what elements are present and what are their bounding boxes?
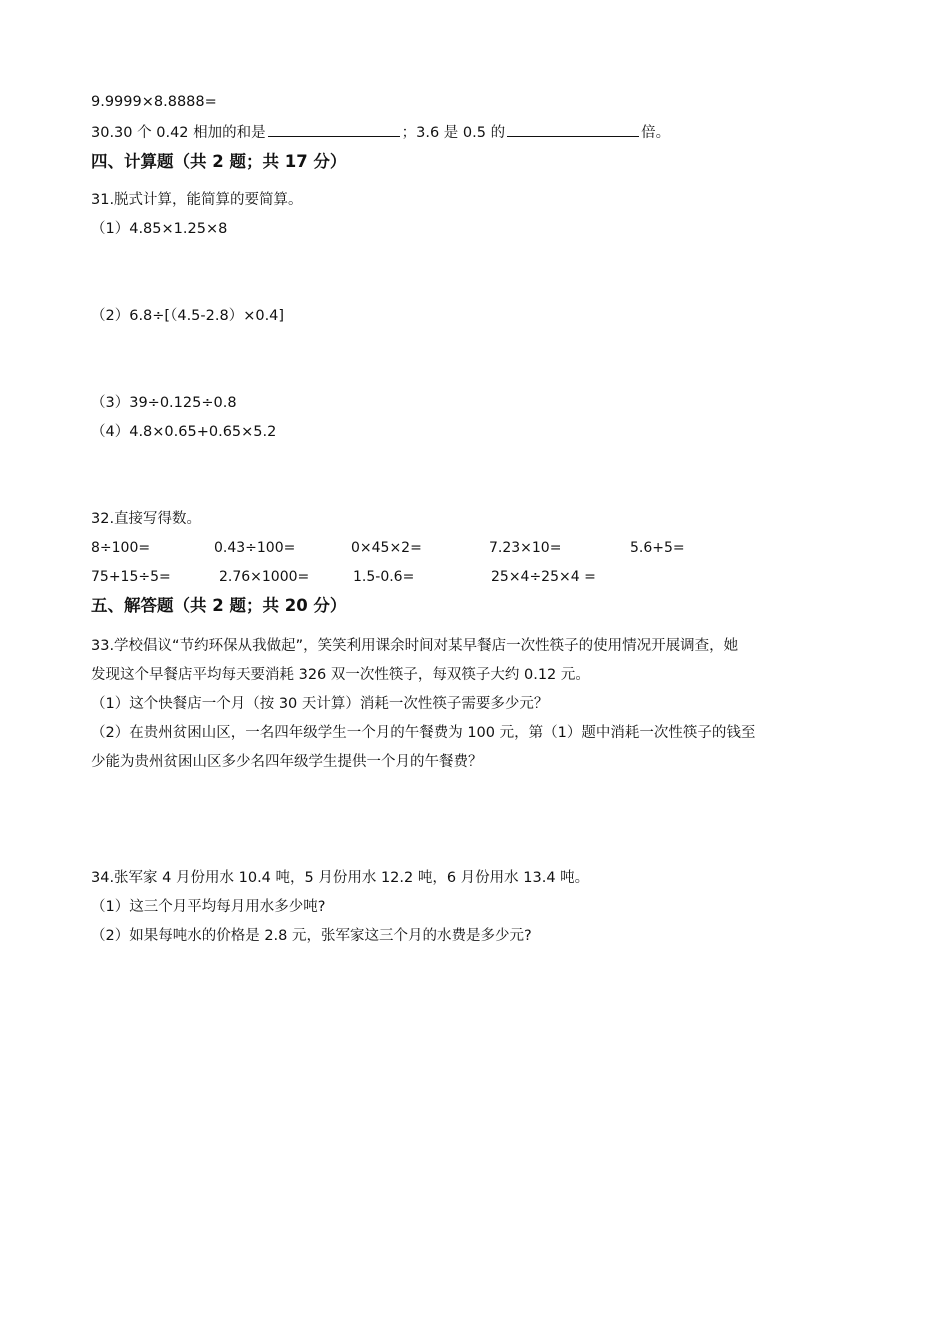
q33-sub-2-line-2: 少能为贵州贫困山区多少名四年级学生提供一个月的午餐费？ [91,754,483,770]
q32-row1-item-1: 8÷100= [91,540,151,556]
q29-tail: 9.9999×8.8888= [91,94,217,110]
q32-row1-item-4: 7.23×10= [489,540,562,556]
q33-sub-1: （1）这个快餐店一个月（按 30 天计算）消耗一次性筷子需要多少元？ [91,696,549,712]
q34-sub-2: （2）如果每吨水的价格是 2.8 元，张军家这三个月的水费是多少元? [91,928,532,944]
q30 [91,122,670,143]
q31-item-3: （3）39÷0.125÷0.8 [91,395,237,411]
q32-row1-item-5: 5.6+5= [630,540,685,556]
q30-answer-blank-1[interactable] [268,122,400,137]
section-4-title: 四、计算题（共 2 题；共 17 分） [91,152,347,171]
q32-row1-item-2: 0.43÷100= [214,540,296,556]
q32-stem: 32.直接写得数。 [91,511,202,527]
q31-item-1: （1）4.85×1.25×8 [91,221,228,237]
q30-part1: 30.30 个 0.42 相加的和是 [91,125,266,141]
q30-answer-blank-2[interactable] [507,122,639,137]
q30-part2: ；3.6 是 0.5 的 [401,125,506,141]
q34-stem: 34.张军家 4 月份用水 10.4 吨，5 月份用水 12.2 吨，6 月份用水 13.4 吨。 [91,870,590,886]
q31-item-2: （2）6.8÷[（4.5-2.8）×0.4] [91,308,285,324]
q31-item-4: （4）4.8×0.65+0.65×5.2 [91,424,277,440]
q30-part3: 倍。 [641,125,671,141]
q32-row1-item-3: 0×45×2= [351,540,422,556]
q32-row2-item-1: 75+15÷5= [91,569,171,585]
q31-stem: 31.脱式计算，能简算的要简算。 [91,192,303,208]
q32-row2-item-2: 2.76×1000= [219,569,310,585]
section-5-title: 五、解答题（共 2 题；共 20 分） [91,596,347,615]
q33-stem-line-2: 发现这个早餐店平均每天要消耗 326 双一次性筷子，每双筷子大约 0.12 元。 [91,667,590,683]
q32-row2-item-3: 1.5-0.6= [353,569,415,585]
q33-sub-2-line-1: （2）在贵州贫困山区，一名四年级学生一个月的午餐费为 100 元，第（1）题中消耗一次性筷子的钱至 [91,725,756,741]
q33-stem-line-1: 33.学校倡议“节约环保从我做起”，笑笑利用课余时间对某早餐店一次性筷子的使用情况开展调查，她 [91,638,739,654]
q32-row2-item-4: 25×4÷25×4 = [491,569,596,585]
q34-sub-1: （1）这三个月平均每月用水多少吨? [91,899,326,915]
